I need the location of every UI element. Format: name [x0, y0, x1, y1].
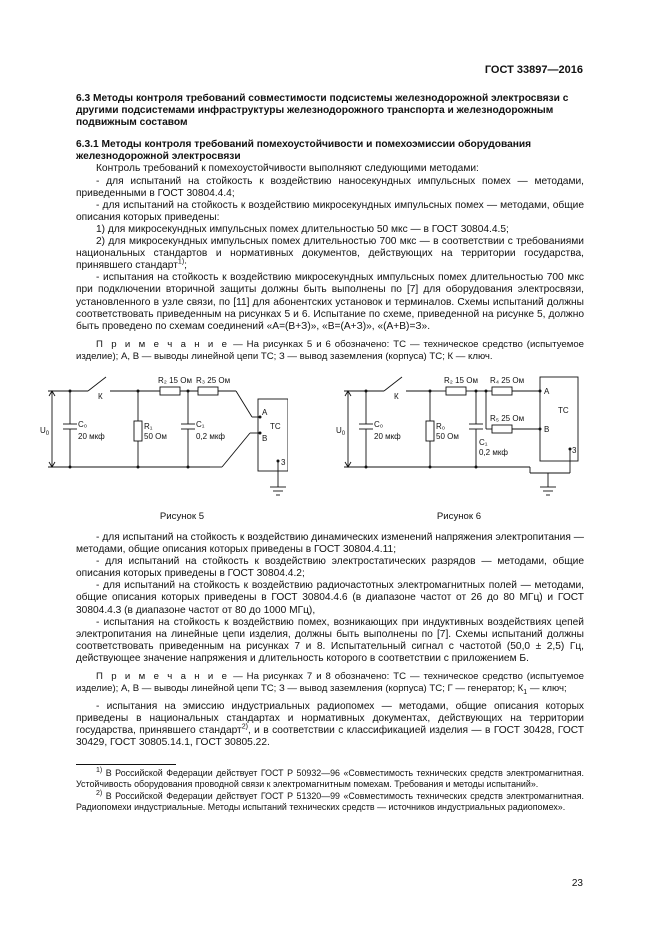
note-text: — На рисунках 5 и 6 обозначено: ТС — техническое средство (испытуемое изделие); А, В — выводы линейной цепи ТС; З — вывод заземления (корпуса) ТС; К — ключ. [76, 338, 584, 362]
circuit-diagram-5 [38, 369, 288, 509]
note-figures-7-8 [76, 671, 584, 695]
paragraph: - испытания на стойкость к воздействию помех, возникающих при индуктивных воздействиях цепей электропитания на линейные цепи изделия, должны быть выполнены по [7]. Схемы испытаний должны соответствовать приведенным на рисунках 7 и 8. Испытательный сигнал с частотой (50,0 ± 2,5) Гц, действующее значение напряжения и длительность которого в соответствии с приложением Б. [76, 616, 584, 664]
page-number: 23 [571, 878, 583, 889]
paragraph-text-end: , и в соответствии с классификацией изделия — в ГОСТ 30428, ГОСТ 30429, ГОСТ 30805.14.1, ГОСТ 30805.22. [76, 725, 584, 749]
c1-name: C₁ [196, 419, 205, 429]
r5-label: R₅ 25 Ом [490, 413, 525, 423]
section-6-3-title: 6.3 Методы контроля требований совместимости подсистемы железнодорожной электросвязи с другими подсистемами инфраструктуры железнодорожного транспорта и железнодорожным подвижным составом [76, 93, 569, 129]
footnote-ref: 1) [177, 258, 185, 266]
note-label: П р и м е ч а н и е [96, 671, 230, 682]
footnote-ref: 2) [241, 723, 248, 731]
pin-b-label: В [262, 433, 268, 443]
u0-label: $U_0$ [40, 425, 50, 437]
r1-value: 50 Ом [144, 431, 167, 441]
pin-a-label: А [544, 386, 550, 396]
footnote-divider [76, 764, 176, 765]
note-text-end: — ключ; [527, 683, 567, 695]
paragraph: - для испытаний на стойкость к воздействию наносекундных импульсных помех — методами, приведенными в ГОСТ 30804.4.4; [76, 175, 584, 199]
r4-label: R₄ 25 Ом [490, 375, 525, 385]
section-6-3-1-title: 6.3.1 Методы контроля требований помехоустойчивости и помехоэмиссии оборудования железнодорожной электросвязи [76, 139, 532, 163]
note-subscript: 1 [523, 689, 528, 696]
r2-label: R₂ 15 Ом [158, 375, 192, 385]
c0-value: 20 мкф [78, 431, 105, 441]
pin-b-label: В [544, 424, 550, 434]
paragraph [76, 701, 584, 749]
paragraph: - испытания на стойкость к воздействию микросекундных импульсных помех длительностью 700 мкс при подключении вторичной защиты должны быть выполнены по [7] для оборудования электросвязи, установленного в узле связи, по [11] для абонентских установок и терминалов. Схемы испытаний должны соответствовать приведенным на рисунках 5 и 6. Испытание по схеме, приведенной на рисунке 5, должно быть проведено по схемам соединений «А=(В+З)», «В=(А+З)», «(А+В)=З». [76, 272, 584, 332]
footnote-text: В Российской Федерации действует ГОСТ Р 51320—99 «Совместимость технических средств электромагнитная. Радиопомехи индустриальные. Методы испытаний технических средств — источников индустриальных радиопомех». [76, 791, 584, 812]
figure-5 [38, 369, 288, 529]
key-label: К [98, 391, 103, 401]
r1-name: R₁ [144, 421, 153, 431]
paragraph: - для испытаний на стойкость к воздействию электростатических разрядов — методами, общие описания которых приведены в ГОСТ 30804.4.2; [76, 556, 584, 580]
c0-name: C₀ [78, 419, 88, 429]
paragraph: - для испытаний на стойкость к воздействию динамических изменений напряжения электропитания — методами, общие описания которых приведены в ГОСТ 30804.4.11; [76, 531, 584, 556]
r0-name: R₀ [436, 421, 446, 431]
pin-3-label: 3 [281, 457, 286, 467]
key-label: К [394, 391, 399, 401]
paragraph-text: - испытания на эмиссию индустриальных радиопомех — методами, общие описания которых приведены в национальных стандартах и нормативных документах, действующих на территории государства, принявшего стандарт [76, 701, 584, 737]
note-label: П р и м е ч а н и е [96, 338, 230, 350]
r0-value: 50 Ом [436, 431, 459, 441]
paragraph: - для испытаний на стойкость к воздействию микросекундных импульсных помех — методами, общие описания которых приведены: [76, 199, 584, 223]
document-code: ГОСТ 33897—2016 [484, 64, 583, 76]
paragraph: Контроль требований к помехоустойчивости выполняют следующими методами: [96, 163, 479, 175]
pin-3-label: 3 [572, 445, 577, 455]
paragraph-text: 2) для микросекундных импульсных помех длительностью 700 мкс — в соответствии с требованиями национальных стандартов и нормативных документов, действующих на территории государства, принявшего стандарт [76, 236, 584, 272]
footnote-mark: 1) [96, 767, 103, 775]
figures-5-6 [40, 369, 584, 529]
footnote [76, 791, 584, 812]
footnote [76, 768, 584, 789]
main-content [40, 93, 584, 750]
r2-label: R₂ 15 Ом [444, 375, 478, 385]
ts-label: ТС [270, 421, 281, 431]
c1-value: 0,2 мкф [479, 447, 508, 457]
c0-name: C₀ [374, 419, 384, 429]
u0-label: $U_0$ [336, 425, 346, 437]
pin-a-label: А [262, 407, 268, 417]
ts-label: ТС [558, 405, 569, 415]
r3-label: R₃ 25 Ом [196, 375, 231, 385]
paragraph: 2) для микросекундных импульсных помех длительностью 700 мкс — в соответствии с требованиями национальных стандартов и нормативных документов, действующих на территории государства, принявшего стандарт$^{1)}$; [76, 236, 584, 272]
figure-6 [334, 369, 584, 529]
circuit-diagram-6 [334, 369, 584, 509]
c1-name: C₁ [479, 437, 488, 447]
paragraph: 1) для микросекундных импульсных помех длительностью 50 мкс — в ГОСТ 30804.4.5; [96, 223, 509, 235]
footnote-text: В Российской Федерации действует ГОСТ Р 50932—96 «Совместимость технических средств электромагнитная. Устойчивость оборудования проводной связи к электромагнитным помехам. Требования и методы испытаний». [76, 768, 584, 789]
figure-6-caption: Рисунок 6 [436, 510, 482, 522]
c1-value: 0,2 мкф [196, 431, 225, 441]
note-figures-5-6 [76, 339, 584, 363]
paragraph: - для испытаний на стойкость к воздействию радиочастотных электромагнитных полей — методами, общие описания которых приведены в ГОСТ 30804.4.6 (в диапазоне частот от 26 до 80 МГц) и ГОСТ 30804.4.3 (в диапазоне частот от 80 до 1000 МГц), [76, 580, 584, 616]
figure-5-caption: Рисунок 5 [159, 510, 205, 522]
c0-value: 20 мкф [374, 431, 401, 441]
note-text: — На рисунках 7 и 8 обозначено: ТС — техническое средство (испытуемое изделие); А, В — выводы линейной цепи ТС; З — вывод заземления (корпуса) ТС; Г — генератор; К [76, 671, 584, 695]
footnotes [76, 764, 584, 814]
footnote-mark: 2) [96, 790, 103, 798]
